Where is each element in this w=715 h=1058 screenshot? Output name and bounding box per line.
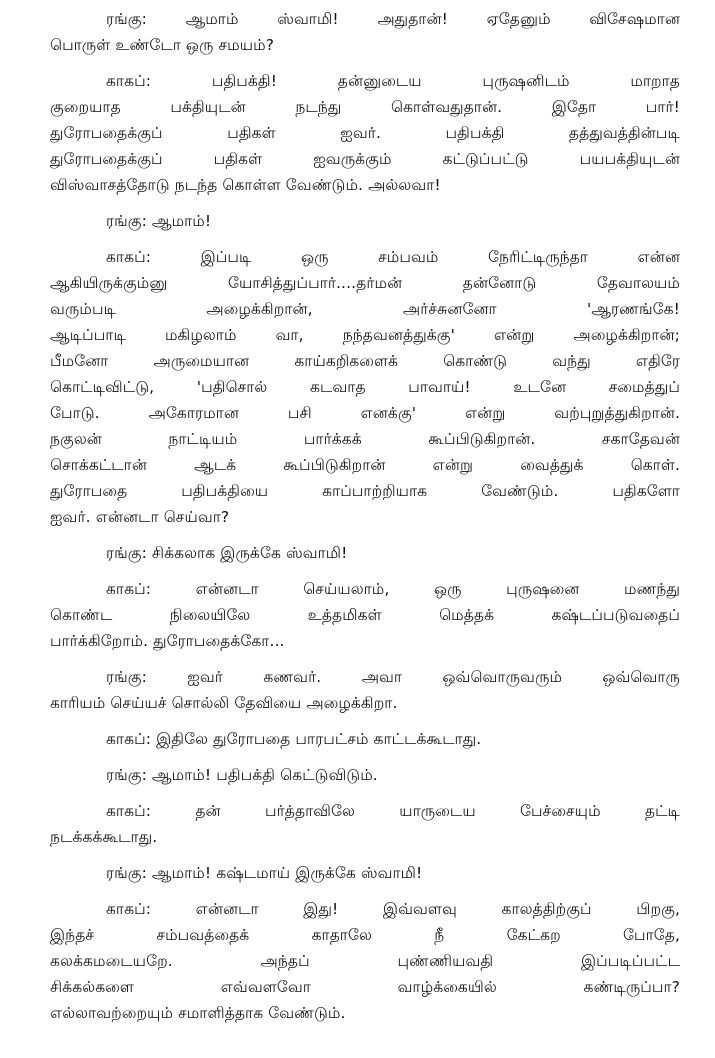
text-line: நடக்கக்கூடாது.	[50, 828, 158, 846]
text-line: சிக்கல்களை எவ்வளவோ வாழ்க்கையில் கண்டிருப்பா?	[50, 978, 680, 996]
text-line: ஆடிப்பாடி மகிழலாம் வா, நந்தவனத்துக்கு' என்று அழைக்கிறான்;	[50, 326, 680, 344]
dialogue-paragraph	[50, 68, 680, 198]
text-line: துரோபதைக்குப் பதிகள் ஐவர். பதிபக்தி தத்துவத்தின்படி	[50, 124, 680, 142]
dialogue-paragraph	[50, 540, 680, 566]
dialogue-paragraph	[50, 762, 680, 788]
dialogue-paragraph	[50, 244, 680, 530]
text-line: இந்தச் சம்பவத்தைக் காதாலே நீ கேட்கற போதே,	[50, 926, 680, 944]
text-line: வரும்படி அழைக்கிறான், அர்ச்சுனனோ 'ஆரணங்கே!	[50, 300, 680, 318]
text-line: எல்லாவற்றையும் சமாளித்தாக வேண்டும்.	[50, 1004, 346, 1022]
dialogue-paragraph	[50, 576, 680, 654]
text-line: கலக்கமடையறே. அந்தப் புண்ணியவதி இப்படிப்பட்ட	[50, 952, 680, 970]
text-line: பொருள் உண்டோ ஒரு சமயம்?	[50, 36, 275, 54]
dialogue-paragraph	[50, 896, 680, 1026]
text-line: ரங்கு: ஆமாம்! கஷ்டமாய் இருக்கே ஸ்வாமி!	[106, 864, 423, 882]
dialogue-paragraph	[50, 6, 680, 58]
text-line: பீமனோ அருமையான காய்கறிகளைக் கொண்டு வந்து எதிரே	[50, 352, 680, 370]
dialogue-paragraph	[50, 664, 680, 716]
text-line: சொக்கட்டான் ஆடக் கூப்பிடுகிறான் என்று வைத்துக் கொள்.	[50, 456, 680, 474]
text-line: ரங்கு: சிக்கலாக இருக்கே ஸ்வாமி!	[106, 544, 348, 562]
text-line: ரங்கு: ஆமாம்! பதிபக்தி கெட்டுவிடும்.	[106, 766, 378, 784]
text-line: விஸ்வாசத்தோடு நடந்த கொள்ள வேண்டும். அல்லவா!	[50, 176, 441, 194]
dialogue-paragraph	[50, 860, 680, 886]
dialogue-paragraph	[50, 798, 680, 850]
text-line: ஐவர். என்னடா செய்வா?	[50, 508, 230, 526]
text-line: துரோபதைக்குப் பதிகள் ஐவருக்கும் கட்டுப்பட்டு பயபக்தியுடன்	[50, 150, 680, 168]
text-line: காகப்: என்னடா இது! இவ்வளவு காலத்திற்குப் பிறகு,	[106, 900, 680, 918]
text-line: கொட்டிவிட்டு, 'பதிசொல் கடவாத பாவாய்! உடனே சமைத்துப்	[50, 378, 680, 396]
text-line: ரங்கு: ஐவர் கணவர். அவா ஒவ்வொருவரும் ஒவ்வொரு	[106, 668, 680, 686]
text-line: ரங்கு: ஆமாம் ஸ்வாமி! அதுதான்! ஏதேனும் விசேஷமான	[106, 10, 680, 28]
text-line: காகப்: இப்படி ஒரு சம்பவம் நேரிட்டிருந்தா என்ன	[106, 248, 680, 266]
text-line: காகப்: பதிபக்தி! தன்னுடைய புருஷனிடம் மாறாத	[106, 72, 680, 90]
text-line: ரங்கு: ஆமாம்!	[106, 212, 212, 230]
text-line: குறையாத பக்தியுடன் நடந்து கொள்வதுதான். இதோ பார்!	[50, 98, 680, 116]
text-line: காரியம் செய்யச் சொல்லி தேவியை அழைக்கிறா.	[50, 694, 398, 712]
text-line: ஆகியிருக்கும்னு யோசித்துப்பார்....தர்மன் தன்னோடு தேவாலயம்	[50, 274, 680, 292]
text-line: காகப்: தன் பர்த்தாவிலே யாருடைய பேச்சையும் தட்டி	[106, 802, 680, 820]
document-page	[50, 6, 680, 1036]
dialogue-paragraph	[50, 726, 680, 752]
text-line: போடு. அகோரமான பசி எனக்கு' என்று வற்புறுத்துகிறான்.	[50, 404, 680, 422]
text-line: பார்க்கிறோம். துரோபதைக்கோ...	[50, 632, 285, 650]
text-line: துரோபதை பதிபக்தியை காப்பாற்றியாக வேண்டும். பதிகளோ	[50, 482, 680, 500]
text-line: காகப்: இதிலே துரோபதை பாரபட்சம் காட்டக்கூடாது.	[106, 730, 482, 748]
dialogue-paragraph	[50, 208, 680, 234]
text-line: காகப்: என்னடா செய்யலாம், ஒரு புருஷனை மணந்து	[106, 580, 680, 598]
text-line: கொண்ட நிலையிலே உத்தமிகள் மெத்தக் கஷ்டப்படுவதைப்	[50, 606, 680, 624]
text-line: நகுலன் நாட்டியம் பார்க்கக் கூப்பிடுகிறான். சகாதேவன்	[50, 430, 680, 448]
